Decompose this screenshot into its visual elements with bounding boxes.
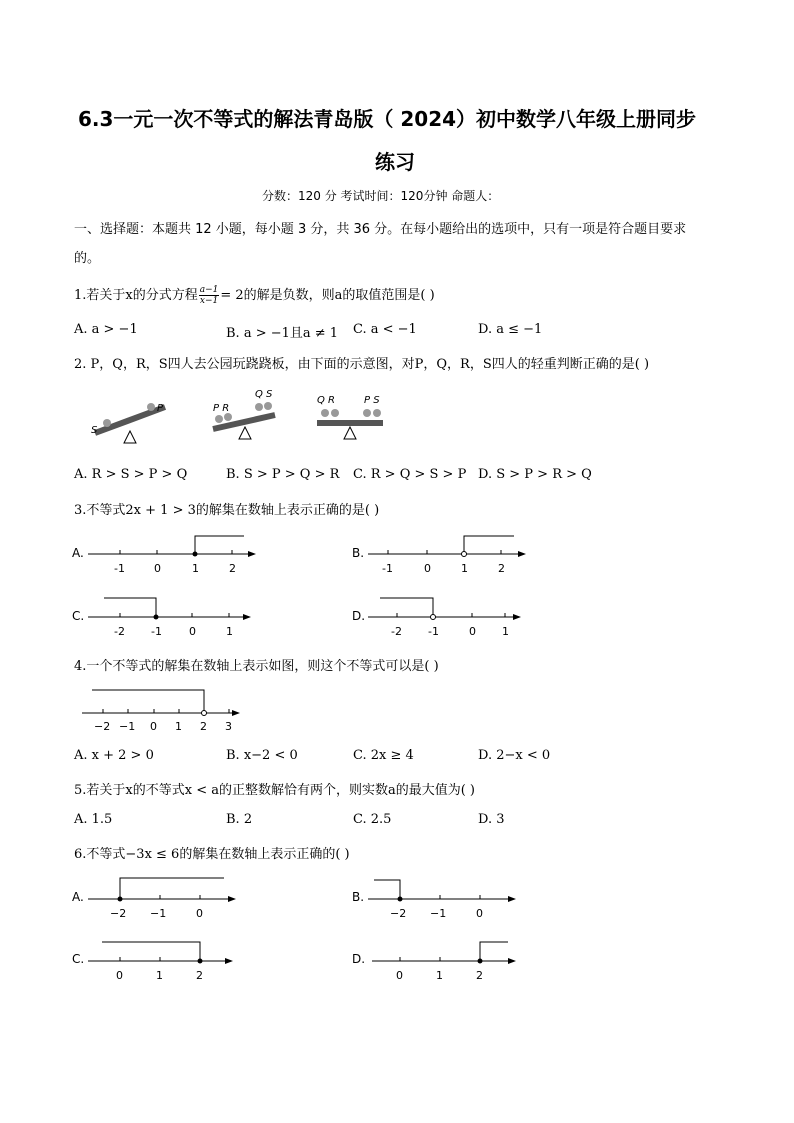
q3-option-c-letter: C.	[72, 609, 85, 623]
question-6-stem: 6.不等式−3x ≤ 6的解集在数轴上表示正确的( )	[74, 847, 350, 862]
q6-option-b-letter: B.	[352, 890, 365, 904]
q1-option-b: B. a > −1且a ≠ 1	[226, 326, 339, 341]
question-3-stem: 3.不等式2x + 1 > 3的解集在数轴上表示正确的是( )	[74, 503, 380, 518]
question-1-stem	[74, 284, 435, 306]
page-title-line1: 6.3一元一次不等式的解法青岛版（ 2024）初中数学八年级上册同步	[78, 107, 697, 131]
q6a-tick-3: 0	[196, 907, 203, 920]
q5-option-d: D. 3	[478, 812, 505, 827]
q1-stem-before: 1.若关于x的分式方程	[74, 288, 198, 303]
q3-numberline-b	[366, 530, 541, 578]
q3c-tick-3: 0	[189, 625, 196, 638]
q6-numberline-c	[86, 934, 246, 984]
q4-numberline	[80, 684, 250, 734]
q6-option-c-letter: C.	[72, 952, 85, 966]
q3b-tick-1: -1	[382, 562, 393, 575]
q2-option-b: B. S > P > Q > R	[226, 467, 340, 482]
q4-option-a: A. x + 2 > 0	[74, 748, 154, 763]
seesaw-2-label-pr: P R	[213, 403, 230, 414]
q6d-tick-1: 0	[396, 969, 403, 982]
q3-option-b-letter: B.	[352, 546, 365, 560]
q2-option-d: D. S > P > R > Q	[478, 467, 592, 482]
q3-option-d-letter: D.	[352, 609, 366, 623]
q3d-tick-2: -1	[428, 625, 439, 638]
q3c-tick-1: -2	[114, 625, 125, 638]
q3a-tick-2: 0	[154, 562, 161, 575]
q1-option-a: A. a > −1	[74, 322, 138, 337]
question-4-stem: 4.一个不等式的解集在数轴上表示如图，则这个不等式可以是( )	[74, 659, 439, 674]
section-header-line2: 的。	[74, 251, 101, 266]
q6a-tick-1: −2	[110, 907, 127, 920]
q3a-tick-1: -1	[114, 562, 125, 575]
q3a-tick-3: 1	[192, 562, 199, 575]
q6d-tick-3: 2	[476, 969, 483, 982]
q1-stem-after: = 2的解是负数，则a的取值范围是( )	[220, 288, 435, 303]
q2-option-c: C. R > Q > S > P	[353, 467, 467, 482]
q3d-tick-4: 1	[502, 625, 509, 638]
q2-option-a: A. R > S > P > Q	[74, 467, 188, 482]
q1-option-c: C. a < −1	[353, 322, 417, 337]
q4-tick-3: 0	[150, 720, 157, 733]
q6b-tick-3: 0	[476, 907, 483, 920]
q4-tick-4: 1	[175, 720, 182, 733]
q3d-tick-3: 0	[469, 625, 476, 638]
q4-option-b: B. x−2 < 0	[226, 748, 298, 763]
q1-fraction	[199, 285, 220, 306]
q3-numberline-c	[86, 592, 261, 640]
q5-option-c: C. 2.5	[353, 812, 392, 827]
q6-option-d-letter: D.	[352, 952, 366, 966]
seesaw-2	[213, 389, 275, 439]
q4-tick-5: 2	[200, 720, 207, 733]
seesaw-diagram	[85, 385, 395, 445]
q4-option-d: D. 2−x < 0	[478, 748, 551, 763]
q3c-tick-2: -1	[151, 625, 162, 638]
q6-numberline-a	[86, 872, 246, 922]
q3b-tick-4: 2	[498, 562, 505, 575]
q6b-tick-1: −2	[390, 907, 407, 920]
q3d-tick-1: -2	[391, 625, 402, 638]
q5-option-b: B. 2	[226, 812, 253, 827]
q4-option-c: C. 2x ≥ 4	[353, 748, 414, 763]
exam-meta: 分数：120 分 考试时间：120分钟 命题人：	[262, 189, 500, 203]
q6d-tick-2: 1	[436, 969, 443, 982]
q3-numberline-d	[366, 592, 541, 640]
seesaw-2-label-qs: Q S	[255, 389, 273, 400]
q3b-tick-2: 0	[424, 562, 431, 575]
q6-option-a-letter: A.	[72, 890, 84, 904]
q5-option-a: A. 1.5	[74, 812, 113, 827]
seesaw-3-label-qr: Q R	[317, 395, 335, 406]
q4-tick-1: −2	[94, 720, 111, 733]
q6-numberline-b	[366, 872, 526, 922]
page-title-line2: 练习	[375, 150, 415, 174]
q6b-tick-2: −1	[430, 907, 447, 920]
seesaw-1-label-s: S	[91, 425, 98, 436]
q6c-tick-3: 2	[196, 969, 203, 982]
question-5-stem: 5.若关于x的不等式x < a的正整数解恰有两个，则实数a的最大值为( )	[74, 783, 476, 798]
seesaw-3	[317, 395, 383, 439]
q3-numberline-a	[86, 530, 261, 578]
q3c-tick-4: 1	[226, 625, 233, 638]
q3a-tick-4: 2	[229, 562, 236, 575]
q1-option-d: D. a ≤ −1	[478, 322, 543, 337]
seesaw-3-label-ps: P S	[364, 395, 380, 406]
q6c-tick-1: 0	[116, 969, 123, 982]
question-2-stem: 2. P，Q，R，S四人去公园玩跷跷板，由下面的示意图，对P，Q，R，S四人的轻重判断正确的是( )	[74, 357, 650, 372]
q3b-tick-3: 1	[461, 562, 468, 575]
q4-tick-6: 3	[225, 720, 232, 733]
seesaw-1-label-p: P	[157, 403, 164, 414]
seesaw-1	[91, 403, 165, 443]
q3-option-a-letter: A.	[72, 546, 84, 560]
q1-frac-num: a−1	[199, 285, 219, 295]
section-header-line1: 一、选择题：本题共 12 小题，每小题 3 分，共 36 分。在每小题给出的选项中，只有一项是符合题目要求	[74, 222, 687, 237]
q6-numberline-d	[366, 934, 526, 984]
q6a-tick-2: −1	[150, 907, 167, 920]
q4-tick-2: −1	[119, 720, 136, 733]
q1-frac-den: x−1	[199, 296, 219, 306]
q6c-tick-2: 1	[156, 969, 163, 982]
